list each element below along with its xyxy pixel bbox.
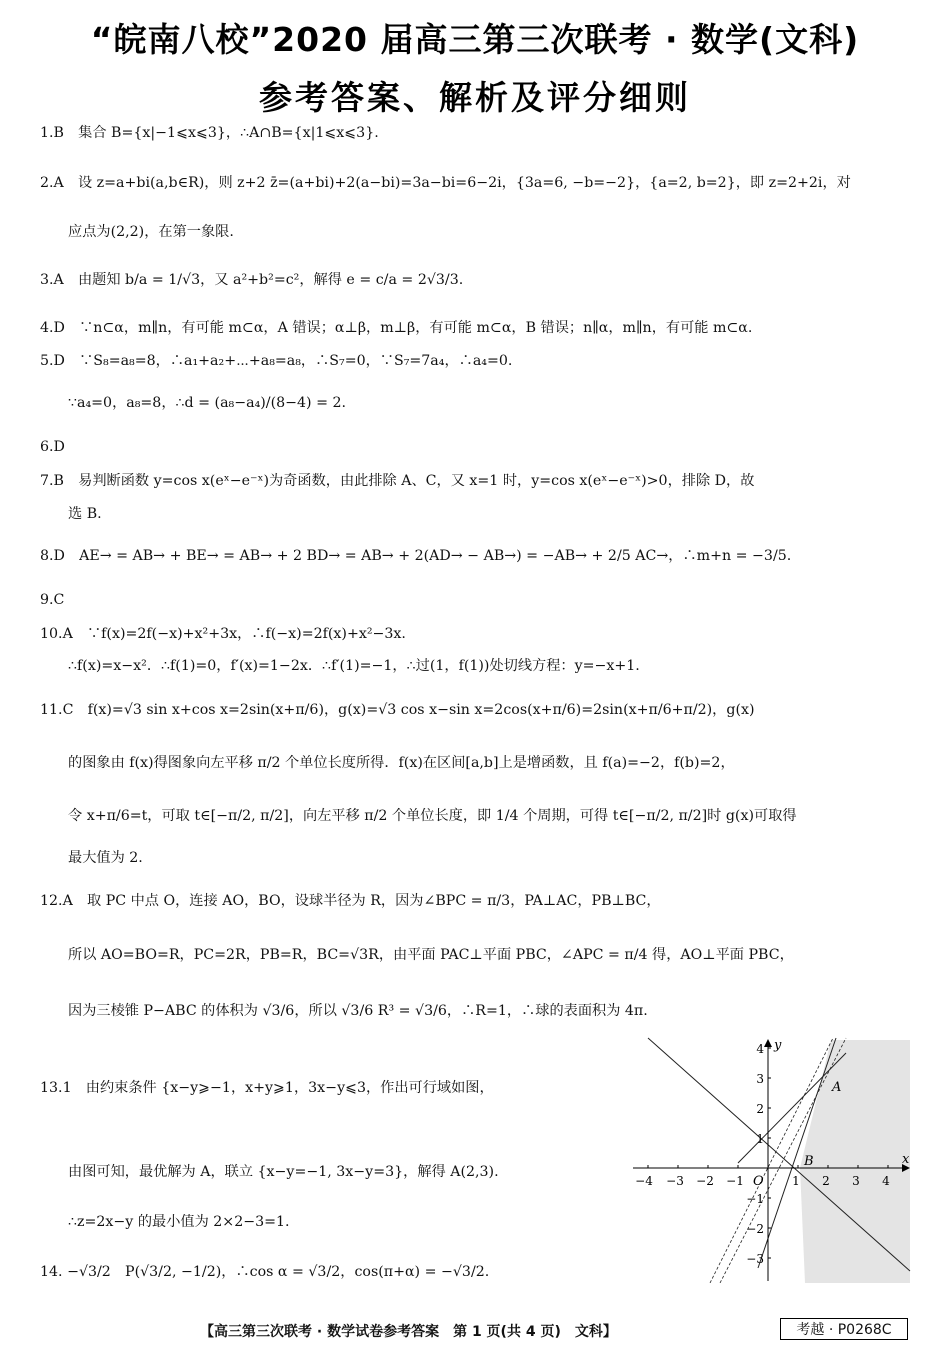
answer-3: 3.A 由题知 b/a = 1/√3，又 a²+b²=c²，解得 e = c/a = 2√3/3. xyxy=(40,272,464,288)
answer-6: 6.D xyxy=(40,439,65,455)
answer-5: 5.D ∵S₈=a₈=8，∴a₁+a₂+⋯+a₈=a₈，∴S₇=0，∵S₇=7a₄，∴a₄=0. xyxy=(40,353,513,369)
x-tick-neg4: −4 xyxy=(635,1174,653,1188)
answer-2: 2.A 设 z=a+bi(a,b∈R)，则 z+2 z̄=(a+bi)+2(a−bi)=3a−bi=6−2i，{3a=6, −b=−2}，{a=2, b=2}，即 z=2+2i，对 xyxy=(40,175,851,191)
x-tick-3: 3 xyxy=(852,1174,860,1188)
origin-label: O xyxy=(753,1174,764,1189)
x-axis-label: x xyxy=(902,1152,910,1167)
y-axis-arrow xyxy=(764,1039,772,1047)
answer-8: 8.D AE→ = AB→ + BE→ = AB→ + 2 BD→ = AB→ + 2(AD→ − AB→) = −AB→ + 2/5 AC→，∴m+n = −3/5. xyxy=(40,548,792,564)
y-tick-neg1: −1 xyxy=(746,1192,764,1206)
y-tick-neg2: −2 xyxy=(746,1222,764,1236)
answer-2-cont: 应点为(2,2)，在第一象限. xyxy=(68,224,234,240)
point-a-label: A xyxy=(832,1080,842,1095)
answer-11-cont1: 的图象由 f(x)得图象向左平移 π/2 个单位长度所得．f(x)在区间[a,b]上是增函数，且 f(a)=−2，f(b)=2， xyxy=(68,755,735,771)
y-tick-3: 3 xyxy=(756,1072,764,1086)
answer-11: 11.C f(x)=√3 sin x+cos x=2sin(x+π/6)，g(x)=√3 cos x−sin x=2cos(x+π/6)=2sin(x+π/6+π/2)，g(x) xyxy=(40,702,755,718)
answer-10: 10.A ∵f(x)=2f(−x)+x²+3x，∴f(−x)=2f(x)+x²−3x. xyxy=(40,626,406,642)
answer-4: 4.D ∵n⊂α，m∥n，有可能 m⊂α，A 错误；α⊥β，m⊥β，有可能 m⊂α，B 错误；n∥α，m∥n，有可能 m⊂α. xyxy=(40,320,753,336)
y-tick-neg3: −3 xyxy=(746,1252,764,1266)
feasible-region-graph xyxy=(628,1033,918,1283)
x-tick-4: 4 xyxy=(882,1174,890,1188)
answer-13: 13.1 由约束条件 {x−y⩾−1，x+y⩾1，3x−y⩽3，作出可行域如图， xyxy=(40,1080,494,1096)
answer-7-cont: 选 B. xyxy=(68,506,102,522)
x-tick-1: 1 xyxy=(792,1174,800,1188)
answer-5-cont: ∵a₄=0，a₈=8，∴d = (a₈−a₄)/(8−4) = 2. xyxy=(68,395,347,411)
answer-13-cont2: ∴z=2x−y 的最小值为 2×2−3=1. xyxy=(68,1214,290,1230)
page-footer: 【高三第三次联考 · 数学试卷参考答案 第 1 页(共 4 页) 文科】 xyxy=(200,1324,617,1340)
document-code-box: 考越 · P0268C xyxy=(780,1318,908,1340)
answer-11-cont2: 令 x+π/6=t，可取 t∈[−π/2, π/2]，向左平移 π/2 个单位长度，即 1/4 个周期，可得 t∈[−π/2, π/2]时 g(x)可取得 xyxy=(68,808,797,824)
x-tick-neg3: −3 xyxy=(666,1174,684,1188)
answer-12: 12.A 取 PC 中点 O，连接 AO，BO，设球半径为 R，因为∠BPC = π/3，PA⊥AC，PB⊥BC， xyxy=(40,893,661,909)
x-tick-neg1: −1 xyxy=(726,1174,744,1188)
answer-12-cont2: 因为三棱锥 P−ABC 的体积为 √3/6，所以 √3/6 R³ = √3/6，∴R=1，∴球的表面积为 4π. xyxy=(68,1003,648,1019)
answer-11-cont3: 最大值为 2. xyxy=(68,850,143,866)
y-tick-4: 4 xyxy=(756,1042,764,1056)
document-title: “皖南八校”2020 届高三第三次联考 · 数学(文科) xyxy=(90,20,860,59)
answer-7: 7.B 易判断函数 y=cos x(eˣ−e⁻ˣ)为奇函数，由此排除 A、C，又 x=1 时，y=cos x(eˣ−e⁻ˣ)>0，排除 D，故 xyxy=(40,473,755,489)
point-b-label: B xyxy=(804,1154,814,1169)
answer-9: 9.C xyxy=(40,592,65,608)
x-tick-neg2: −2 xyxy=(696,1174,714,1188)
answer-10-cont: ∴f(x)=x−x²．∴f(1)=0，f′(x)=1−2x．∴f′(1)=−1，∴过(1，f(1))处切线方程：y=−x+1. xyxy=(68,658,640,674)
y-axis-label: y xyxy=(774,1038,782,1053)
y-tick-1: 1 xyxy=(756,1132,764,1146)
answer-1: 1.B 集合 B={x|−1⩽x⩽3}，∴A∩B={x|1⩽x⩽3}. xyxy=(40,125,379,141)
answer-14: 14. −√3/2 P(√3/2, −1/2)，∴cos α = √3/2，cos(π+α) = −√3/2. xyxy=(40,1264,490,1280)
x-tick-2: 2 xyxy=(822,1174,830,1188)
answer-12-cont1: 所以 AO=BO=R，PC=2R，PB=R，BC=√3R，由平面 PAC⊥平面 PBC，∠APC = π/4 得，AO⊥平面 PBC， xyxy=(68,947,794,963)
document-subtitle: 参考答案、解析及评分细则 xyxy=(259,78,691,117)
y-tick-2: 2 xyxy=(756,1102,764,1116)
feasible-region xyxy=(800,1040,910,1283)
answer-13-cont1: 由图可知，最优解为 A，联立 {x−y=−1, 3x−y=3}，解得 A(2,3). xyxy=(68,1164,499,1180)
